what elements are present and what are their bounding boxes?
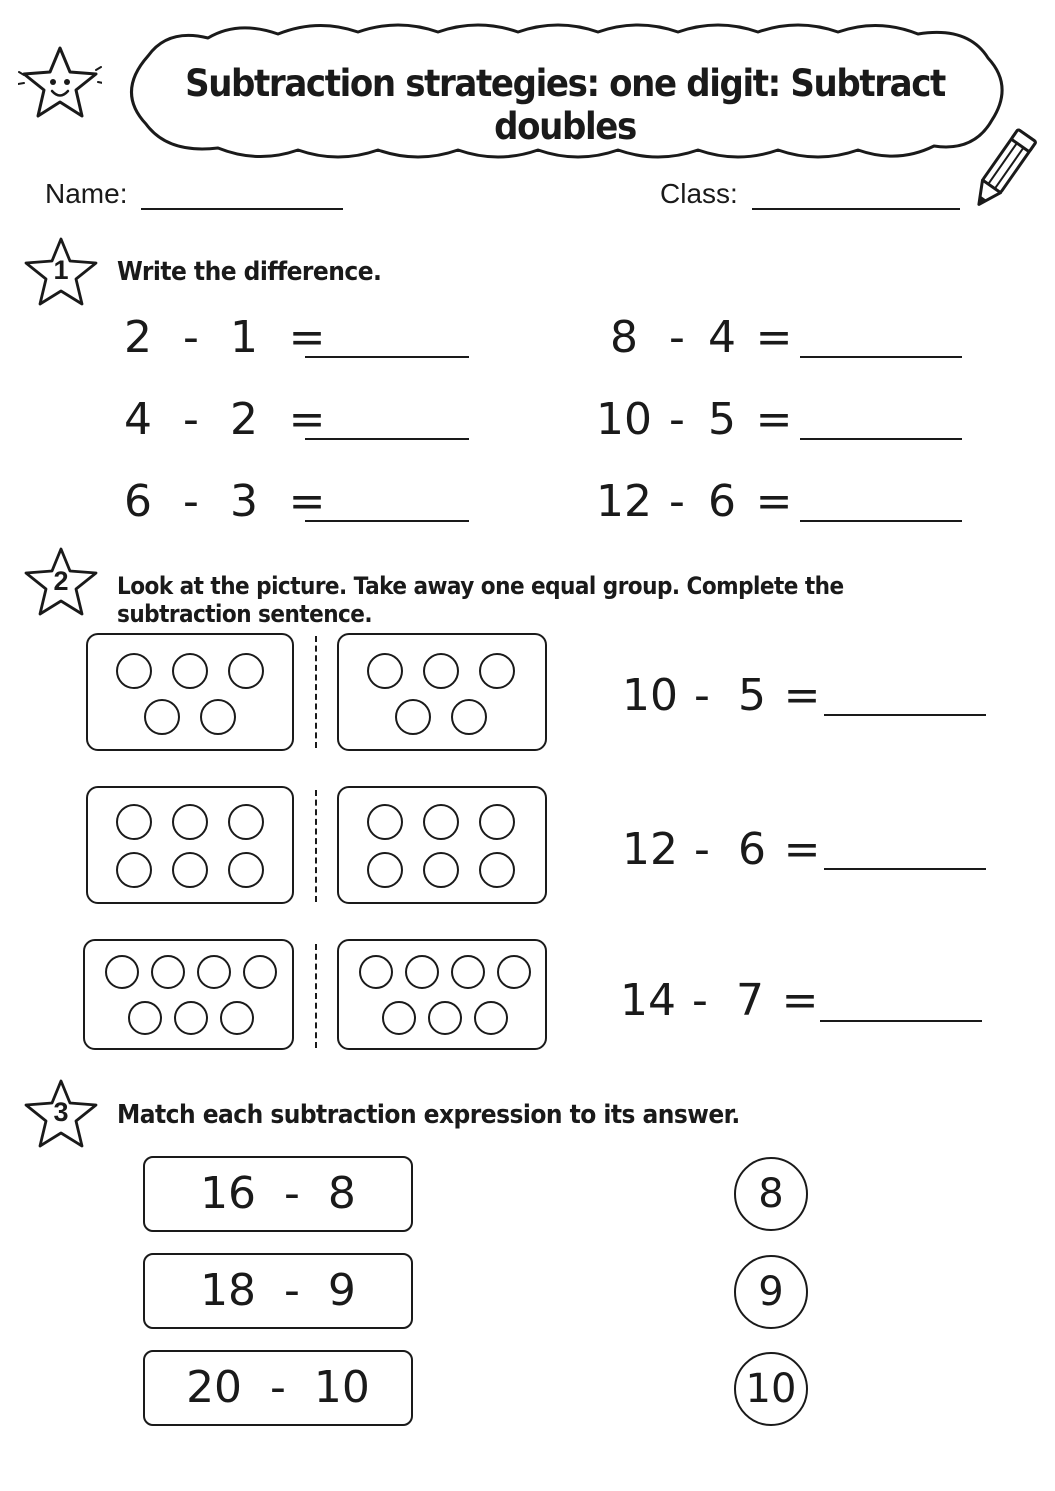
match-expression-1[interactable]: 16 - 8 — [143, 1156, 413, 1232]
equation-5: 10 - 5 = — [596, 394, 793, 445]
name-field — [45, 178, 343, 210]
counter-dot — [174, 1001, 208, 1035]
name-blank[interactable] — [141, 182, 343, 210]
match-answer-1[interactable]: 8 — [734, 1157, 808, 1231]
picture-equation-3: 14 - 7 = — [620, 975, 819, 1026]
counter-dot — [428, 1001, 462, 1035]
counter-group-box — [86, 786, 294, 904]
counter-dot — [172, 653, 208, 689]
counter-group-box — [86, 633, 294, 751]
name-label: Name: — [45, 178, 128, 209]
picture-answer-blank-3[interactable] — [820, 1020, 982, 1022]
counter-dot — [367, 852, 403, 888]
equation-6: 12 - 6 = — [596, 476, 793, 527]
section-2-instruction: Look at the picture. Take away one equal group. Complete the subtraction sentence. — [117, 572, 844, 628]
counter-dot — [479, 653, 515, 689]
counter-dot — [128, 1001, 162, 1035]
equation-1: 2 - 1 = — [124, 312, 326, 363]
picture-equation-2: 12 - 6 = — [622, 824, 821, 875]
group-divider — [315, 944, 317, 1048]
counter-dot — [367, 653, 403, 689]
match-expression-3[interactable]: 20 - 10 — [143, 1350, 413, 1426]
answer-blank-2[interactable] — [305, 438, 469, 440]
counter-dot — [144, 699, 180, 735]
counter-dot — [116, 804, 152, 840]
counter-dot — [228, 852, 264, 888]
group-divider — [315, 790, 317, 902]
section-3-number: 3 — [53, 1097, 69, 1127]
counter-dot — [423, 852, 459, 888]
counter-dot — [200, 699, 236, 735]
section-3-instruction: Match each subtraction expression to its answer. — [117, 1100, 740, 1130]
equation-2: 4 - 2 = — [124, 394, 326, 445]
section-1-instruction: Write the difference. — [117, 257, 382, 287]
counter-dot — [116, 852, 152, 888]
counter-dot — [474, 1001, 508, 1035]
counter-dot — [220, 1001, 254, 1035]
counter-dot — [367, 804, 403, 840]
match-expression-2[interactable]: 18 - 9 — [143, 1253, 413, 1329]
counter-dot — [105, 955, 139, 989]
counter-dot — [228, 653, 264, 689]
counter-group-box — [337, 786, 547, 904]
section-2-number: 2 — [53, 566, 69, 596]
counter-dot — [395, 699, 431, 735]
counter-dot — [359, 955, 393, 989]
answer-blank-3[interactable] — [305, 520, 469, 522]
counter-dot — [451, 955, 485, 989]
class-field — [660, 178, 960, 210]
counter-group-box — [337, 939, 547, 1050]
match-answer-3[interactable]: 10 — [734, 1352, 808, 1426]
counter-dot — [451, 699, 487, 735]
counter-dot — [172, 804, 208, 840]
match-answer-2[interactable]: 9 — [734, 1255, 808, 1329]
counter-group-box — [337, 633, 547, 751]
counter-dot — [243, 955, 277, 989]
worksheet-title: Subtraction strategies: one digit: Subtract doubles — [185, 62, 945, 148]
counter-dot — [497, 955, 531, 989]
counter-dot — [382, 1001, 416, 1035]
class-label: Class: — [660, 178, 738, 209]
group-divider — [315, 636, 317, 748]
counter-dot — [423, 653, 459, 689]
smiling-star-icon — [18, 42, 102, 126]
equation-3: 6 - 3 = — [124, 476, 326, 527]
answer-blank-1[interactable] — [305, 356, 469, 358]
picture-answer-blank-1[interactable] — [824, 714, 986, 716]
counter-dot — [479, 804, 515, 840]
counter-dot — [228, 804, 264, 840]
counter-dot — [479, 852, 515, 888]
equation-4: 8 - 4 = — [610, 312, 793, 363]
answer-blank-4[interactable] — [800, 356, 962, 358]
counter-group-box — [83, 939, 294, 1050]
section-1-number: 1 — [53, 255, 69, 285]
picture-equation-1: 10 - 5 = — [622, 670, 821, 721]
pencil-icon — [966, 120, 1040, 220]
answer-blank-6[interactable] — [800, 520, 962, 522]
counter-dot — [172, 852, 208, 888]
picture-answer-blank-2[interactable] — [824, 868, 986, 870]
counter-dot — [405, 955, 439, 989]
counter-dot — [116, 653, 152, 689]
counter-dot — [197, 955, 231, 989]
counter-dot — [151, 955, 185, 989]
class-blank[interactable] — [752, 182, 960, 210]
answer-blank-5[interactable] — [800, 438, 962, 440]
counter-dot — [423, 804, 459, 840]
